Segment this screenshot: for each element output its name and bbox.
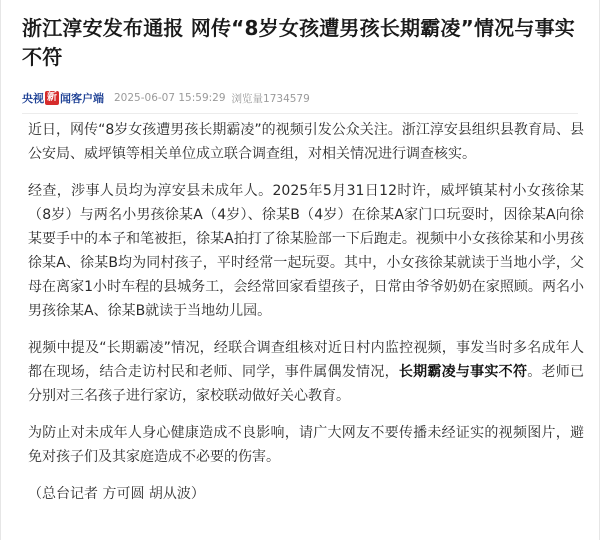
- publish-date: 2025-06-07 15:59:29: [114, 92, 226, 104]
- reporter-byline: （总台记者 方可圆 胡从波）: [28, 486, 205, 502]
- brand-logo-icon: 新: [47, 92, 57, 103]
- article-meta: [22, 89, 310, 107]
- paragraph-3-lead: 视频中提及“长期霸凌”情况，经联合调查组核对近日村内监控视频，事发当时多名成年人都在现场，结合走访村民和老师、同学，事件属偶发情况，: [28, 340, 584, 380]
- paragraph-3-tail: 。老师已分别对三名孩子进行家访，家校联动做好关心教育。: [28, 364, 585, 404]
- paragraph-4: 为防止对未成年人身心健康造成不良影响，请广大网友不要传播未经证实的视频图片，避免对孩子们及其家庭造成不必要的伤害。: [28, 425, 584, 465]
- source-brand[interactable]: [22, 90, 104, 106]
- paragraph-1: 近日，网传“8岁女孩遭男孩长期霸凌”的视频引发公众关注。浙江淳安县组织县教育局、县公安局、威坪镇等相关单位成立联合调查组，对相关情况进行调查核实。: [28, 122, 584, 162]
- paragraph-2: 经查，涉事人员均为淳安县未成年人。2025年5月31日12时许，威坪镇某村小女孩徐某（8岁）与两名小男孩徐某A（4岁）、徐某B（4岁）在徐某A家门口玩耍时，因徐某A向徐某要手中的本子和笔被拒，徐某A拍打了徐某脸部一下后跑走。视频中小女孩徐某和小男孩徐某A、徐某B均为同村孩子，平时经常一起玩耍。其中，小女孩徐某就读于当地小学，父母在离家1小时车程的县城务工，会经常回家看望孩子，日常由爷爷奶奶在家照顾。两名小男孩徐某A、徐某B就读于当地幼儿园。: [28, 183, 584, 319]
- article-body: [28, 118, 584, 506]
- header-divider: [22, 113, 578, 114]
- view-count: 浏览量1734579: [231, 92, 310, 105]
- paragraph-3: [28, 336, 584, 408]
- paragraph-3-emphasis: 长期霸凌与事实不符: [398, 364, 528, 380]
- brand-prefix: 央视: [22, 92, 44, 105]
- article-title: 浙江淳安发布通报 网传“8岁女孩遭男孩长期霸凌”情况与事实不符: [22, 16, 575, 69]
- brand-suffix: 闻客户端: [60, 92, 104, 105]
